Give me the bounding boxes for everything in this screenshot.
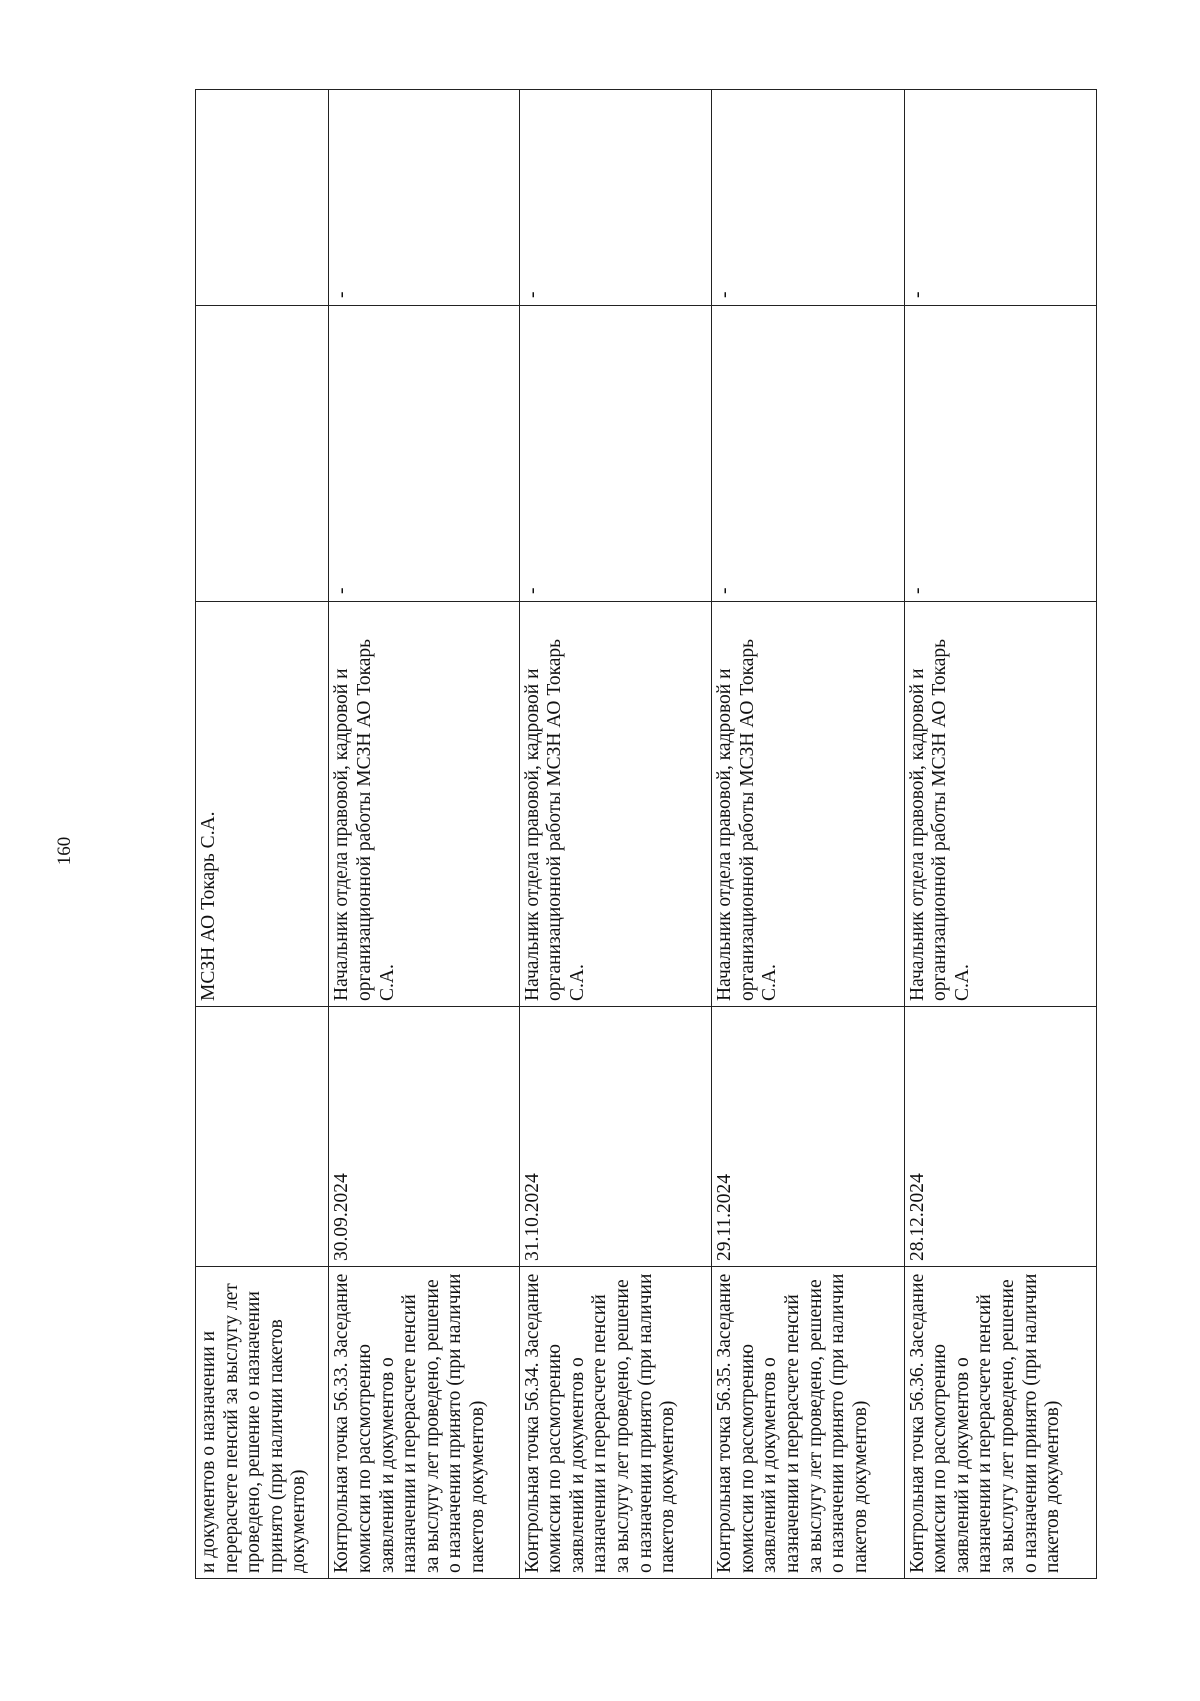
cell-date: 29.11.2024 — [712, 1007, 904, 1267]
table-row — [712, 90, 904, 1579]
cell-responsible: МСЗН АО Токарь С.А. — [196, 602, 329, 1007]
cell-date — [196, 1007, 329, 1267]
cell-date: 31.10.2024 — [519, 1007, 711, 1267]
rotated-table-container — [195, 150, 1097, 1579]
cell-control-point: Контрольная точка 56.35. Заседание комиссии по рассмотрению заявлений и документов о назначении и перерасчете пенсий за выслугу лет проведено, решение о назначении принято (при наличии пакетов документов) — [712, 1267, 904, 1579]
cell-document — [904, 306, 1096, 602]
cell-responsible: Начальник отдела правовой, кадровой и организационной работы МСЗН АО Токарь С.А. — [519, 602, 711, 1007]
cell-control-point: Контрольная точка 56.34. Заседание комиссии по рассмотрению заявлений и документов о назначении и перерасчете пенсий за выслугу лет проведено, решение о назначении принято (при наличии пакетов документов) — [519, 1267, 711, 1579]
cell-document — [329, 306, 519, 602]
dash-mark: - — [714, 291, 736, 298]
cell-result — [196, 90, 329, 306]
cell-responsible: Начальник отдела правовой, кадровой и организационной работы МСЗН АО Токарь С.А. — [712, 602, 904, 1007]
cell-document — [196, 306, 329, 602]
cell-document — [712, 306, 904, 602]
table-row — [519, 90, 711, 1579]
page-number: 160 — [54, 836, 75, 866]
dash-mark: - — [331, 587, 353, 594]
cell-responsible: Начальник отдела правовой, кадровой и организационной работы МСЗН АО Токарь С.А. — [329, 602, 519, 1007]
dash-mark: - — [521, 587, 543, 594]
cell-result — [519, 90, 711, 306]
cell-result — [712, 90, 904, 306]
table-row — [904, 90, 1096, 1579]
dash-mark: - — [906, 587, 928, 594]
cell-date: 28.12.2024 — [904, 1007, 1096, 1267]
cell-date: 30.09.2024 — [329, 1007, 519, 1267]
table-row — [196, 90, 329, 1579]
cell-result — [904, 90, 1096, 306]
cell-control-point: Контрольная точка 56.36. Заседание комиссии по рассмотрению заявлений и документов о назначении и перерасчете пенсий за выслугу лет проведено, решение о назначении принято (при наличии пакетов документов) — [904, 1267, 1096, 1579]
dash-mark: - — [906, 291, 928, 298]
cell-responsible: Начальник отдела правовой, кадровой и организационной работы МСЗН АО Токарь С.А. — [904, 602, 1096, 1007]
dash-mark: - — [331, 291, 353, 298]
dash-mark: - — [714, 587, 736, 594]
cell-control-point: и документов о назначении и перерасчете пенсий за выслугу лет проведено, решение о назначении принято (при наличии пакетов документов) — [196, 1267, 329, 1579]
table-row — [329, 90, 519, 1579]
cell-control-point: Контрольная точка 56.33. Заседание комиссии по рассмотрению заявлений и документов о назначении и перерасчете пенсий за выслугу лет проведено, решение о назначении принято (при наличии пакетов документов) — [329, 1267, 519, 1579]
cell-result — [329, 90, 519, 306]
cell-document — [519, 306, 711, 602]
control-points-table — [195, 89, 1097, 1579]
dash-mark: - — [521, 291, 543, 298]
